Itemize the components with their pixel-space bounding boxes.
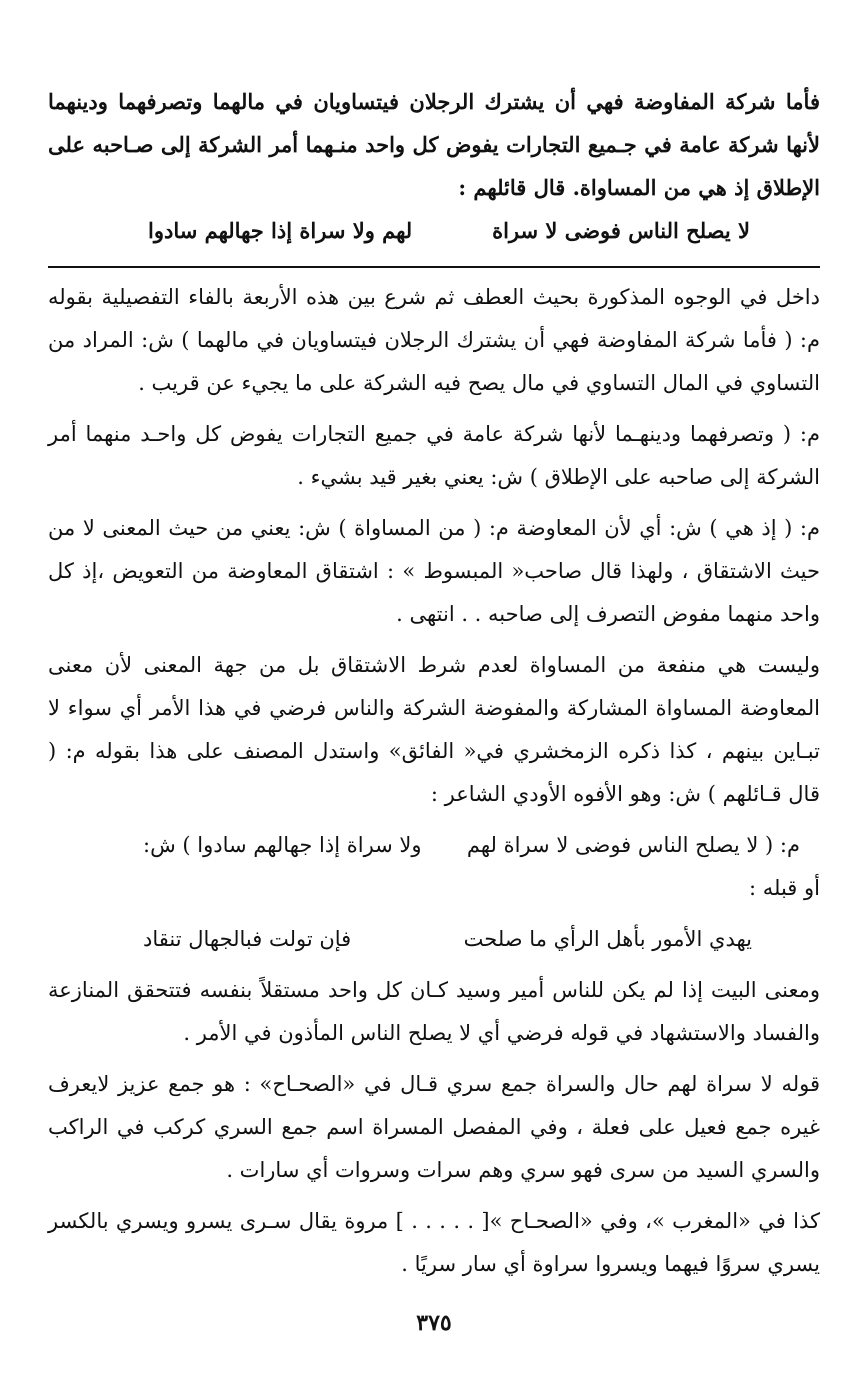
page-body [48, 80, 820, 1286]
prior-verse-first-hemistich: يهدي الأمور بأهل الرأي ما صلحت [463, 927, 752, 951]
prior-verse [48, 918, 820, 961]
sharh-paragraph-3: م: ( إذ هي ) ش: أي لأن المعاوضة م: ( من المساواة ) ش: يعني من حيث المعنى لا من حيث الاشتقاق ، ولهذا قال صاحب« المبسوط » : اشتقاق المعاوضة من التعويض ،إذ كل واحد منهما مفوض التصرف إلى صاحبه . . انتهى . [48, 516, 820, 626]
sharh-verse [48, 824, 820, 867]
prior-verse-second-hemistich: فإن تولت فبالجهال تنقاد [143, 927, 352, 951]
sharh-verse-second-hemistich: ولا سراة إذا جهالهم سادوا ) ش: [143, 833, 422, 857]
page-number: ٣٧٥ [416, 1310, 452, 1336]
sharh-paragraph-5: ومعنى البيت إذا لم يكن للناس أمير وسيد كـان كل واحد مستقلاً بنفسه فتتحقق المنازعة والفساد والاستشهاد في قوله فرضي أي لا يصلح الناس المأذون في الأمر . [48, 978, 820, 1045]
sharh-paragraph-6: قوله لا سراة لهم حال والسراة جمع سري قـال في «الصحـاح» : هو جمع عزيز لايعرف غيره جمع فعيل على فعلة ، وفي المفصل المسراة اسم جمع السري كركب في الراكب والسري السيد من سرى فهو سري وهم سرات وسروات أي سارات . [48, 1072, 820, 1182]
footnote-divider [48, 266, 820, 268]
matn-verse-second-hemistich: لهم ولا سراة إذا جهالهم سادوا [148, 218, 413, 243]
sharh-paragraph-1: داخل في الوجوه المذكورة بحيث العطف ثم شرع بين هذه الأربعة بالفاء التفصيلية بقوله م: ( فأما شركة المفاوضة فهي أن يشترك الرجلان فيتساويان في مالهما ) ش: المراد من التساوي في المال التساوي في مال يصح فيه الشركة على ما يجيء عن قريب . [48, 285, 820, 395]
matn-paragraph: فأما شركة المفاوضة فهي أن يشترك الرجلان فيتساويان في مالهما وتصرفهما ودينهما لأنها شركة عامة في جـميع التجارات يفوض كل واحد منـهما أمر الشركة إلى صـاحبه على الإطلاق إذ هي من المساواة. قال قائلهم : [48, 89, 820, 200]
matn-verse-first-hemistich: لا يصلح الناس فوضى لا سراة [492, 218, 750, 243]
matn-verse [48, 209, 820, 252]
sharh-verse-first-hemistich: م: ( لا يصلح الناس فوضى لا سراة لهم [466, 833, 800, 857]
sharh-paragraph-2: م: ( وتصرفهما ودينهـما لأنها شركة عامة في جميع التجارات يفوض كل واحـد منهما أمر الشركة إلى صاحبه على الإطلاق ) ش: يعني بغير قيد بشيء . [48, 422, 820, 489]
sharh-paragraph-4: وليست هي منفعة من المساواة لعدم شرط الاشتقاق بل من جهة المعنى لأن معنى المعاوضة المساواة المشاركة والمفوضة الشركة والناس فرضي في هذا الأمر أي سواء لا تبـاين بينهم ، كذا ذكره الزمخشري في« الفائق» واستدل المصنف على هذا بقوله م: ( قال قـائلهم ) ش: وهو الأفوه الأودي الشاعر : [48, 653, 820, 806]
before-label: أو قبله : [749, 876, 820, 900]
sharh-paragraph-7: كذا في «المغرب »، وفي «الصحـاح »[ . . . . . ] مروة يقال سـرى يسرو ويسري بالكسر يسري سروًا فيهما ويسروا سراوة أي سار سريًا . [48, 1209, 820, 1276]
